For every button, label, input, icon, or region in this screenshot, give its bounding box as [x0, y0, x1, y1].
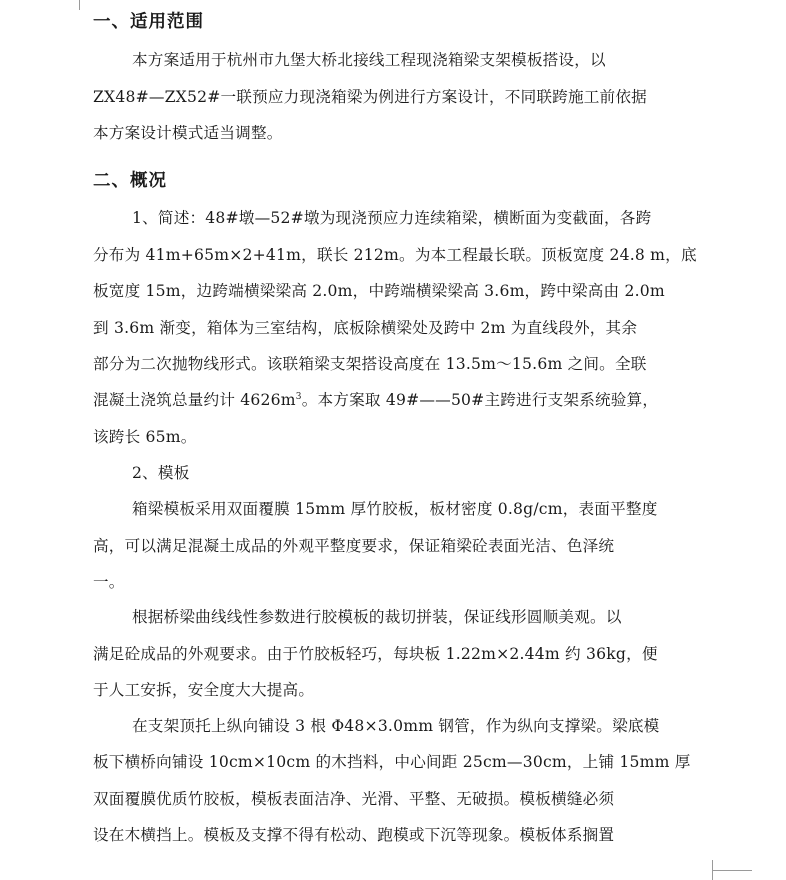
para3-line-3: 于人工安拆，安全度大大提高。 — [93, 681, 315, 699]
section1-line-2: ZX48#—ZX52#一联预应力现浇箱梁为例进行方案设计，不同联跨施工前依据 — [93, 88, 647, 106]
para2-line-2: 高，可以满足混凝土成品的外观平整度要求，保证箱梁砼表面光洁、色泽统 — [93, 537, 615, 555]
section1-line-1: 本方案适用于杭州市九堡大桥北接线工程现浇箱梁支架模板搭设，以 — [132, 51, 606, 69]
para1-line-3: 板宽度 15m，边跨端横梁梁高 2.0m，中跨端横梁梁高 3.6m，跨中梁高由 2.0m — [93, 282, 665, 300]
section1-line-3: 本方案设计模式适当调整。 — [93, 124, 283, 142]
subheading-formwork: 2、模板 — [132, 464, 190, 482]
section1-heading: 一、适用范围 — [93, 12, 204, 32]
para1-line-6-post: 。本方案取 49#——50#主跨进行支架系统验算， — [301, 391, 659, 409]
para1-line-2: 分布为 41m+65m×2+41m，联长 212m。为本工程最长联。顶板宽度 24.8 m，底 — [93, 246, 697, 264]
para1-line-7: 该跨长 65m。 — [93, 428, 197, 446]
para4-line-1: 在支架顶托上纵向铺设 3 根 Φ48×3.0mm 钢管，作为纵向支撑梁。梁底模 — [132, 717, 660, 735]
para3-line-1: 根据桥梁曲线线性参数进行胶模板的裁切拼装，保证线形圆顺美观。以 — [132, 608, 622, 626]
para1-line-6-pre: 混凝土浇筑总量约计 4626m — [93, 391, 296, 409]
para4-line-3: 双面覆膜优质竹胶板，模板表面洁净、光滑、平整、无破损。模板横缝必须 — [93, 790, 615, 808]
para3-line-2: 满足砼成品的外观要求。由于竹胶板轻巧，每块板 1.22m×2.44m 约 36kg，便 — [93, 645, 658, 663]
para2-line-3: 一。 — [93, 573, 125, 591]
para1-line-4: 到 3.6m 渐变，箱体为三室结构，底板除横梁处及跨中 2m 为直线段外，其余 — [93, 319, 638, 337]
para2-line-1: 箱梁模板采用双面覆膜 15mm 厚竹胶板，板材密度 0.8g/cm，表面平整度 — [132, 500, 658, 518]
crop-mark-bottom-right-horizontal — [712, 870, 752, 871]
section2-heading: 二、概况 — [93, 171, 167, 191]
crop-mark-top-left-vertical — [79, 0, 80, 10]
para1-line-5: 部分为二次抛物线形式。该联箱梁支架搭设高度在 13.5m～15.6m 之间。全联 — [93, 355, 647, 373]
para4-line-4: 设在木横挡上。模板及支撑不得有松动、跑模或下沉等现象。模板体系搁置 — [93, 826, 615, 844]
para4-line-2: 板下横桥向铺设 10cm×10cm 的木挡料，中心间距 25cm—30cm，上铺 15mm 厚 — [93, 753, 691, 771]
crop-mark-bottom-right-vertical — [712, 860, 713, 880]
superscript-cubic: 3 — [295, 392, 302, 402]
para1-line-1: 1、简述：48#墩—52#墩为现浇预应力连续箱梁，横断面为变截面，各跨 — [132, 209, 652, 227]
para1-line-6 — [93, 388, 658, 410]
